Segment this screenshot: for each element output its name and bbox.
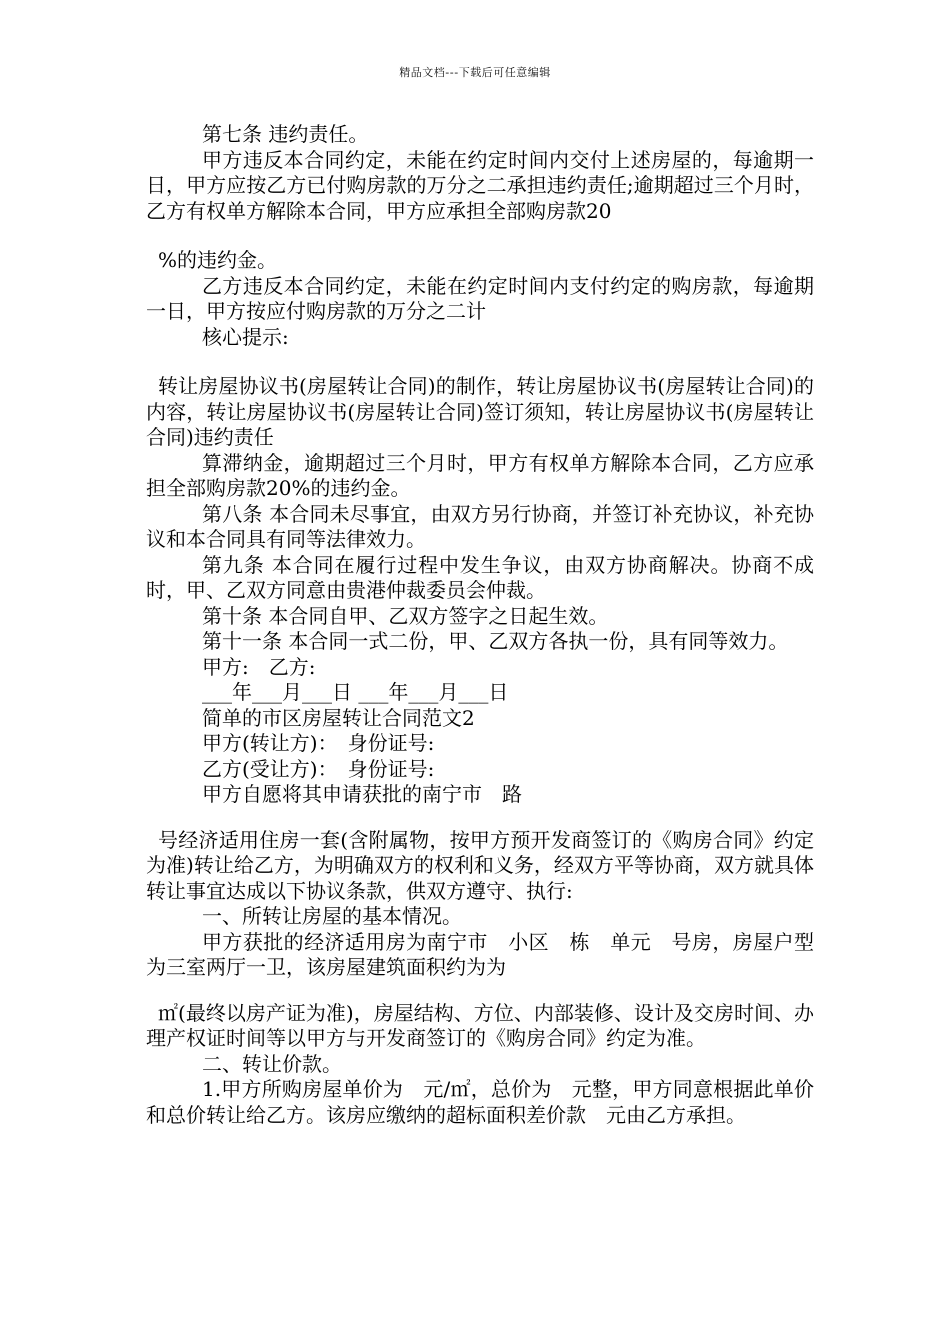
signature-parties-line: 甲方: 乙方: [202, 654, 316, 679]
article-10-paragraph: 第十条 本合同自甲、乙双方签字之日起生效。 [202, 603, 609, 628]
house-info-paragraph: 甲方获批的经济适用房为南宁市 小区 栋 单元 号房，房屋户型为三室两厅一卫，该房屋建筑面积约为为 [146, 929, 814, 979]
core-tip-text: 转让房屋协议书(房屋转让合同)的制作，转让房屋协议书(房屋转让合同)的内容，转让房屋协议书(房屋转让合同)签订须知，转让房屋协议书(房屋转让合同)违约责任 [146, 374, 814, 449]
page-header: 精品文档---下载后可任意编辑 [399, 66, 551, 79]
penalty-percent-paragraph: %的违约金。 [158, 248, 278, 272]
party-b-id-line: 乙方(受让方)： 身份证号: [202, 756, 435, 781]
template-2-title: 简单的市区房屋转让合同范文2 [202, 705, 475, 730]
document-body [146, 122, 814, 1128]
party-b-breach-paragraph: 乙方违反本合同约定，未能在约定时间内支付约定的购房款，每逾期一日，甲方按应付购房款的万分之二计 [146, 273, 814, 323]
party-a-id-line: 甲方(转让方)： 身份证号: [202, 731, 435, 755]
core-tip-label: 核心提示: [202, 324, 289, 349]
price-paragraph: 1.甲方所购房屋单价为 元/㎡，总价为 元整，甲方同意根据此单价和总价转让给乙方。该房应缴纳的超标面积差价款 元由乙方承担。 [146, 1077, 814, 1127]
section-2-title: 二、转让价款。 [202, 1051, 342, 1076]
article-7-title: 第七条 违约责任。 [202, 122, 369, 146]
section-1-title: 一、所转让房屋的基本情况。 [202, 904, 462, 928]
article-9-paragraph: 第九条 本合同在履行过程中发生争议，由双方协商解决。协商不成时，甲、乙双方同意由贵港仲裁委员会仲裁。 [146, 552, 814, 602]
signature-date-line: ___年___月___日 ___年___月___日 [202, 680, 509, 704]
intro-paragraph: 号经济适用住房一套(含附属物，按甲方预开发商签订的《购房合同》约定为准)转让给乙方，为明确双方的权利和义务，经双方平等协商，双方就具体转让事宜达成以下协议条款，供双方遵守、执行: [146, 827, 814, 903]
party-a-breach-paragraph: 甲方违反本合同约定，未能在约定时间内交付上述房屋的，每逾期一日，甲方应按乙方已付购房款的万分之二承担违约责任;逾期超过三个月时，乙方有权单方解除本合同，甲方应承担全部购房款20 [146, 147, 814, 223]
article-8-paragraph: 第八条 本合同未尽事宜，由双方另行协商，并签订补充协议，补充协议和本合同具有同等法律效力。 [146, 501, 814, 551]
area-details-paragraph: ㎡(最终以房产证为准)，房屋结构、方位、内部装修、设计及交房时间、办理产权证时间等以甲方与开发商签订的《购房合同》约定为准。 [146, 1000, 814, 1050]
late-fee-paragraph: 算滞纳金，逾期超过三个月时，甲方有权单方解除本合同，乙方应承担全部购房款20%的违约金。 [146, 450, 814, 500]
article-11-paragraph: 第十一条 本合同一式二份，甲、乙双方各执一份，具有同等效力。 [202, 629, 789, 653]
intro-line: 甲方自愿将其申请获批的南宁市 路 [202, 782, 522, 806]
